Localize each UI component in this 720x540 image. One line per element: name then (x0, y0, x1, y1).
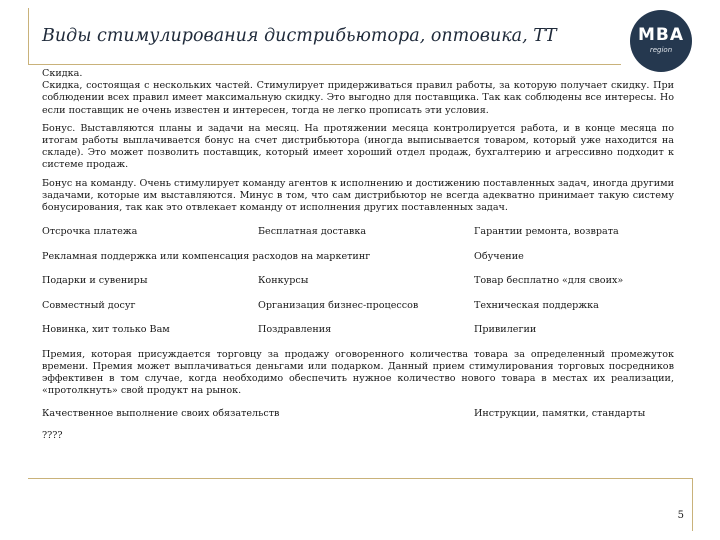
logo-subtitle: region (649, 46, 673, 54)
paragraph-premium: Премия, которая присуждается торговцу за продажу оговоренного количества товара за определенный промежуток времени. Премия может выплачиваться деньгами или подарком. Данный прием стимулирования торговых посредников эффективен в том случае, когда необходимо обеспечить нужное количество нового товара в местах их реализации, «протолкнуть» свой продукт на рынок. (42, 348, 674, 397)
incentive-item: Поздравления (258, 324, 332, 336)
page-number: 5 (677, 510, 684, 521)
incentive-row (42, 226, 674, 251)
incentive-item: Привилегии (474, 324, 537, 336)
paragraph-team-bonus: Бонус на команду. Очень стимулирует команду агентов к исполнению и достижению поставленных задач, иногда другими задачами, которые им выставляются. Минус в том, что сам дистрибьютор не всегда адекватно принимает такую систему бонусирования, так как это отвлекает команду от исполнения других поставленных задач. (42, 177, 674, 214)
mba-logo (630, 10, 692, 72)
incentive-item: Товар бесплатно «для своих» (474, 275, 624, 287)
incentive-row (42, 275, 674, 300)
incentive-item: Совместный досуг (42, 299, 136, 311)
incentive-row (42, 300, 674, 325)
incentive-item: Рекламная поддержка или компенсация расходов на маркетинг (42, 250, 371, 262)
incentive-item: Новинка, хит только Вам (42, 324, 170, 336)
incentive-row (42, 408, 674, 430)
incentive-item: Инструкции, памятки, стандарты (474, 407, 646, 419)
incentive-item: Качественное выполнение своих обязательств (42, 407, 280, 419)
paragraph-bonus: Бонус. Выставляются планы и задачи на месяц. На протяжении месяца контролируется работа, и в конце месяца по итогам работы выплачивается бонус на счет дистрибьютора (иногда выписывается товаром, который уже находится на складе). Это может позволить поставщик, который имеет хороший отдел продаж, бухгалтерию и агрессивно подходит к системе продаж. (42, 122, 674, 171)
placeholder-text: ???? (42, 429, 63, 441)
incentive-item: Гарантии ремонта, возврата (474, 226, 619, 238)
slide-content (42, 68, 674, 442)
paragraph-discount-heading: Скидка. (42, 68, 83, 79)
incentive-item: Техническая поддержка (474, 299, 599, 311)
slide-title: Виды стимулирования дистрибьютора, оптовика, ТТ (42, 26, 557, 46)
incentive-item: Организация бизнес-процессов (258, 299, 419, 311)
logo-word: MBA (637, 25, 685, 45)
incentive-item: Подарки и сувениры (42, 275, 148, 287)
footer-frame-line (28, 478, 693, 531)
incentive-row (42, 251, 674, 276)
paragraph-discount-body: Скидка, состоящая с нескольких частей. Стимулирует придерживаться правил работы, за которую получает скидку. При соблюдении всех правил имеет максимальную скидку. Это выгодно для поставщика. Так как соблюдены все интересы. Но если поставщик не очень известен и интересен, тогда не легко прописать эти условия. (42, 80, 674, 116)
incentive-row (42, 324, 674, 349)
incentive-item: Конкурсы (258, 275, 309, 287)
incentive-item: Отсрочка платежа (42, 226, 138, 238)
incentive-item: Обучение (474, 250, 524, 262)
paragraph-discount (42, 68, 674, 117)
incentive-item: Бесплатная доставка (258, 226, 367, 238)
